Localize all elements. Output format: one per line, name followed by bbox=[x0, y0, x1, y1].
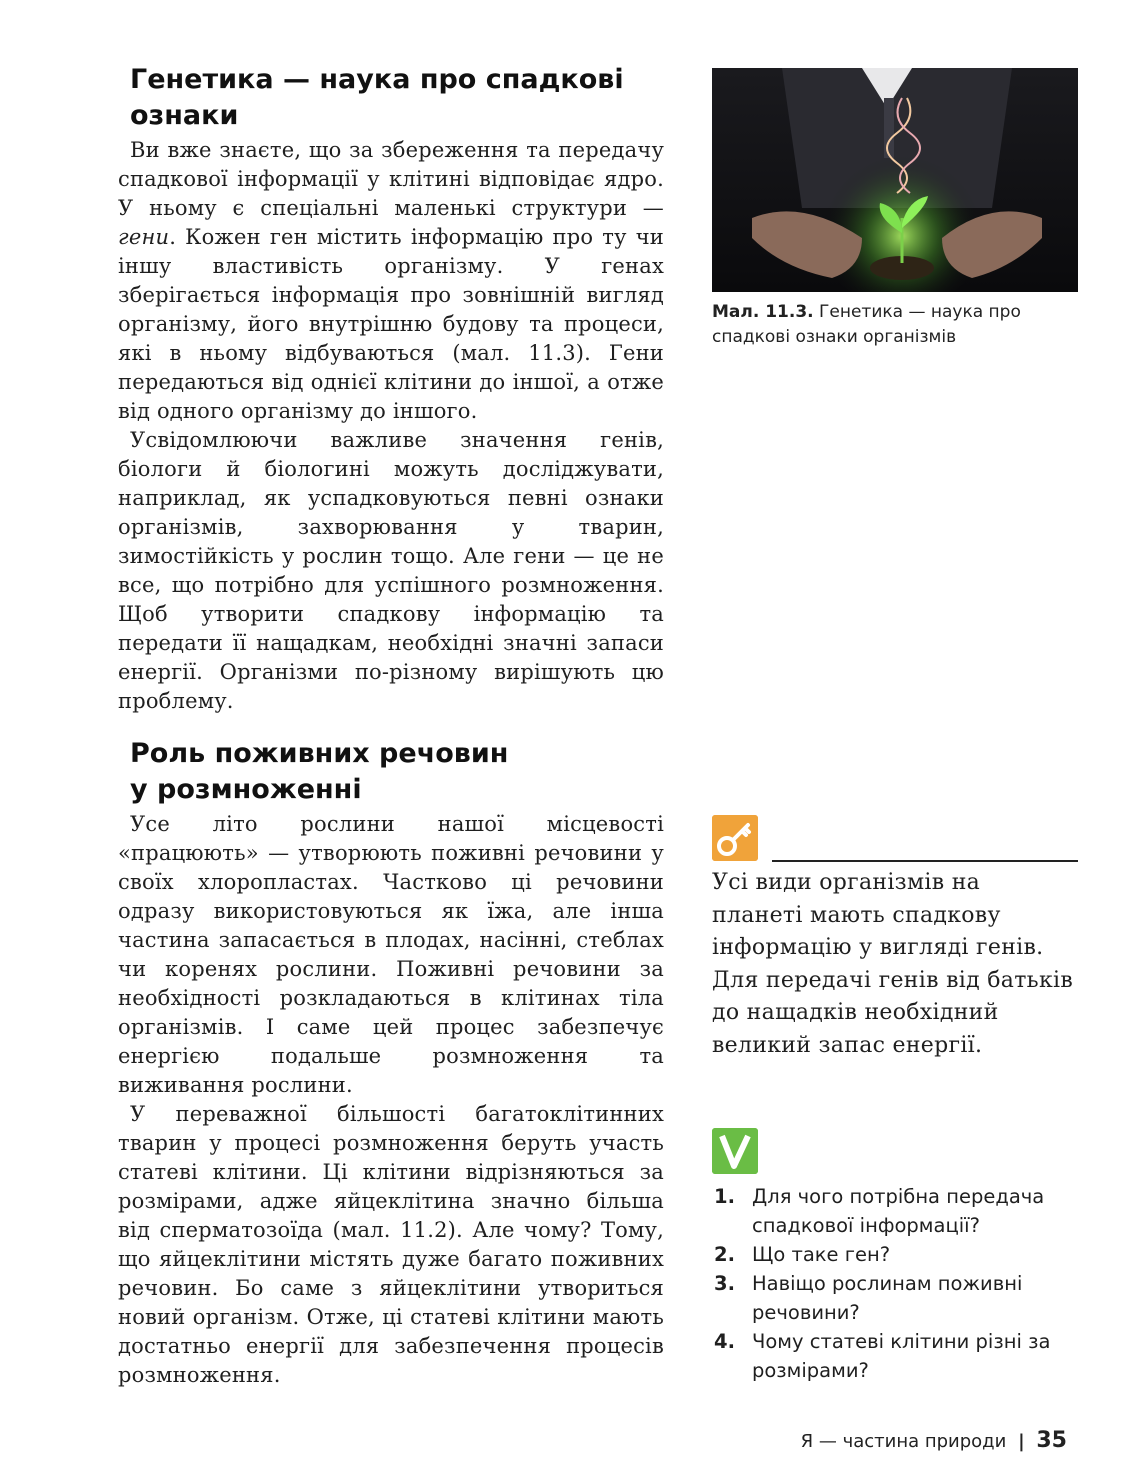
paragraph bbox=[118, 136, 664, 426]
question-list bbox=[712, 1182, 1078, 1385]
heading-line: Генетика — наука про спадкові bbox=[130, 64, 624, 95]
review-questions bbox=[712, 1128, 1078, 1385]
italic-term: гени bbox=[118, 225, 170, 249]
divider bbox=[772, 860, 1078, 862]
heading-line: ознаки bbox=[130, 100, 239, 131]
question-item bbox=[712, 1327, 1078, 1385]
question-text: Що таке ген? bbox=[752, 1243, 891, 1266]
heading-line: у розмноженні bbox=[130, 774, 362, 805]
paragraph-text: Ви вже знаєте, що за збереження та передачу спадкової інформації у клітині відповідає ядро. У ньому є спеціальні маленькі структури — bbox=[118, 138, 664, 220]
figure-11-3 bbox=[712, 68, 1078, 350]
chapter-title: Я — частина природи bbox=[800, 1431, 1007, 1452]
key-idea-box bbox=[712, 815, 1078, 1062]
key-idea-text: Усі види організмів на планеті мають спадкову інформацію у вигляді генів. Для передачі генів від батьків до нащадків необхідний великий запас енергії. bbox=[712, 870, 1074, 1058]
question-number: 2. bbox=[714, 1243, 735, 1266]
checkmark-icon bbox=[712, 1128, 758, 1174]
question-item bbox=[712, 1240, 1078, 1269]
question-item bbox=[712, 1182, 1078, 1240]
question-text: Чому статеві клітини різні за розмірами? bbox=[752, 1330, 1051, 1382]
question-number: 4. bbox=[714, 1330, 735, 1353]
paragraph: Усвідомлюючи важливе значення генів, біологи й біологині можуть досліджувати, наприклад, як успадковуються певні ознаки організмів, захворювання у тварин, зимостійкість у рослин тощо. Але гени — це не все, що потрібно для успішного розмноження. Щоб утворити спадкову інформацію та передати її нащадкам, необхідні значні запаси енергії. Організми по-різному вирішують цю проблему. bbox=[118, 428, 664, 713]
page-number: 35 bbox=[1036, 1428, 1067, 1453]
footer-separator: | bbox=[1018, 1431, 1025, 1452]
section-heading-nutrients bbox=[130, 736, 664, 808]
heading-line: Роль поживних речовин bbox=[130, 738, 509, 769]
question-number: 3. bbox=[714, 1272, 735, 1295]
paragraph: Усе літо рослини нашої місцевості «працюють» — утворюють поживні речовини у своїх хлоропластах. Частково ці речовини одразу використовуються як їжа, але інша частина запасається в плодах, насінні, стеблах чи коренях рослини. Поживні речовини за необхідності розкладаються в клітинах тіла організмів. І саме цей процес забезпечує енергією подальше розмноження та виживання рослини. bbox=[118, 812, 664, 1097]
page-footer bbox=[801, 1428, 1067, 1453]
question-item bbox=[712, 1269, 1078, 1327]
question-number: 1. bbox=[714, 1185, 735, 1208]
paragraph-text: . Кожен ген містить інформацію про ту чи іншу властивість організму. У генах зберігається інформація про зовнішній вигляд організму, його внутрішню будову та процеси, які в ньому відбуваються (мал. 11.3). Гени передаються від однієї клітини до іншої, а отже від одного організму до іншого. bbox=[118, 225, 664, 423]
key-icon bbox=[712, 815, 758, 861]
question-text: Для чого потрібна передача спадкової інформації? bbox=[752, 1185, 1045, 1237]
figure-caption bbox=[712, 300, 1078, 350]
section-heading-genetics bbox=[130, 62, 664, 134]
question-text: Навіщо рослинам поживні речовини? bbox=[752, 1272, 1023, 1324]
paragraph: У переважної більшості багатоклітинних тварин у процесі розмноження беруть участь статеві клітини. Ці клітини відрізняються за розмірами, адже яйцеклітина значно більша від сперматозоїда (мал. 11.2). Але чому? Тому, що яйцеклітини містять дуже багато поживних речовин. Бо саме з яйцеклітини утвориться новий організм. Отже, ці статеві клітини мають достатньо енергії для забезпечення процесів розмноження. bbox=[118, 1102, 664, 1387]
caption-label: Мал. 11.3. bbox=[712, 302, 814, 322]
main-column bbox=[118, 62, 664, 1390]
caption-text: Генетика — наука про спадкові ознаки організмів bbox=[712, 302, 1021, 347]
dna-plant-photo bbox=[712, 68, 1078, 292]
